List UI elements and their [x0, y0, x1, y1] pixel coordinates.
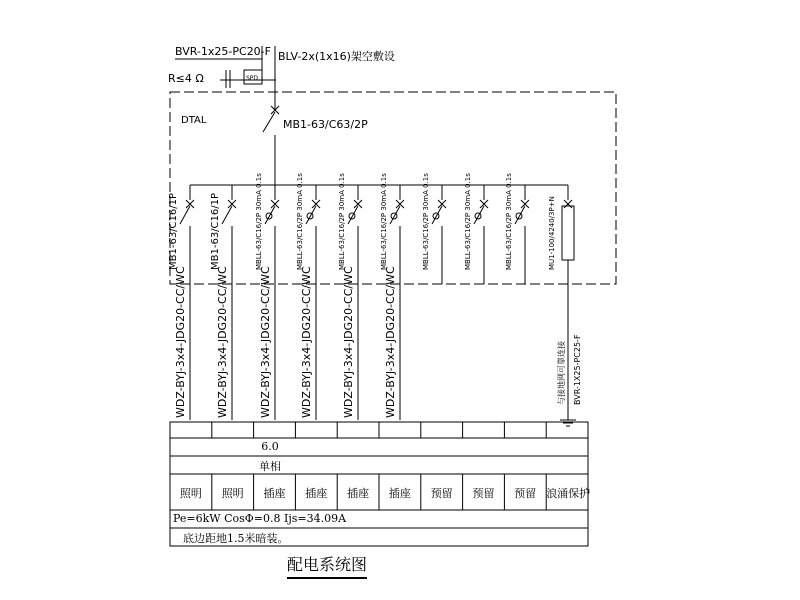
cable-label: WDZ-BYJ-3x4-JDG20-CC/WC	[300, 266, 313, 418]
main-breaker-label: MB1-63/C63/2P	[283, 118, 368, 131]
usage-cell: 预留	[514, 487, 537, 500]
usage-cell: 浪涌保护	[546, 487, 591, 500]
breaker-label: MB1-63/C16/1P	[210, 192, 221, 270]
cable-label: BVR-1X25-PC25-F	[573, 334, 582, 405]
feed-cable-label: BVR-1x25-PC20-F	[175, 45, 271, 58]
install-note: 底边距地1.5米暗装。	[183, 532, 289, 545]
usage-cell: 插座	[305, 487, 328, 500]
usage-cell: 插座	[388, 487, 411, 500]
breaker-label: MBLL-63/C16/2P 30mA 0.1s	[380, 173, 388, 270]
usage-cell: 照明	[179, 487, 202, 500]
load-summary: Pe=6kW CosΦ=0.8 Ijs=34.09A	[173, 512, 347, 525]
breaker-blade	[180, 206, 190, 224]
breaker-label: MBLL-63/C16/2P 30mA 0.1s	[505, 173, 513, 270]
diagram-title: 配电系统图	[287, 552, 367, 579]
incoming-line-label: BLV-2x(1x16)架空敷设	[278, 50, 395, 63]
usage-cell: 插座	[263, 487, 286, 500]
cable-label: WDZ-BYJ-3x4-JDG20-CC/WC	[174, 266, 187, 418]
rating-row: 6.0	[261, 440, 279, 453]
usage-cell: 照明	[221, 487, 244, 500]
cable-label: WDZ-BYJ-3x4-JDG20-CC/WC	[342, 266, 355, 418]
cable-label: WDZ-BYJ-3x4-JDG20-CC/WC	[259, 266, 272, 418]
spd-device	[562, 206, 574, 260]
breaker-label: MBLL-63/C16/2P 30mA 0.1s	[338, 173, 346, 270]
usage-cell: 插座	[347, 487, 370, 500]
grounding-note: 与接地网可靠连接	[557, 341, 566, 405]
phase-row: 单相	[259, 460, 281, 473]
breaker-label: MBLL-63/C16/2P 30mA 0.1s	[464, 173, 472, 270]
breaker-label: MB1-63/C16/1P	[168, 192, 179, 270]
breaker-label: MBLL-63/C16/2P 30mA 0.1s	[296, 173, 304, 270]
grounding-label: R≤4 Ω	[168, 72, 204, 85]
usage-cell: 预留	[472, 487, 495, 500]
breaker-blade	[222, 206, 232, 224]
breaker-label: MBLL-63/C16/2P 30mA 0.1s	[255, 173, 263, 270]
cable-label: WDZ-BYJ-3x4-JDG20-CC/WC	[384, 266, 397, 418]
usage-cell: 预留	[430, 487, 453, 500]
cable-label: WDZ-BYJ-3x4-JDG20-CC/WC	[216, 266, 229, 418]
panel-name: DTAL	[181, 115, 207, 126]
breaker-label: MU1-100/4240/3P+N	[548, 196, 556, 270]
breaker-label: MBLL-63/C16/2P 30mA 0.1s	[422, 173, 430, 270]
spd-box-label: SPD	[246, 75, 259, 82]
